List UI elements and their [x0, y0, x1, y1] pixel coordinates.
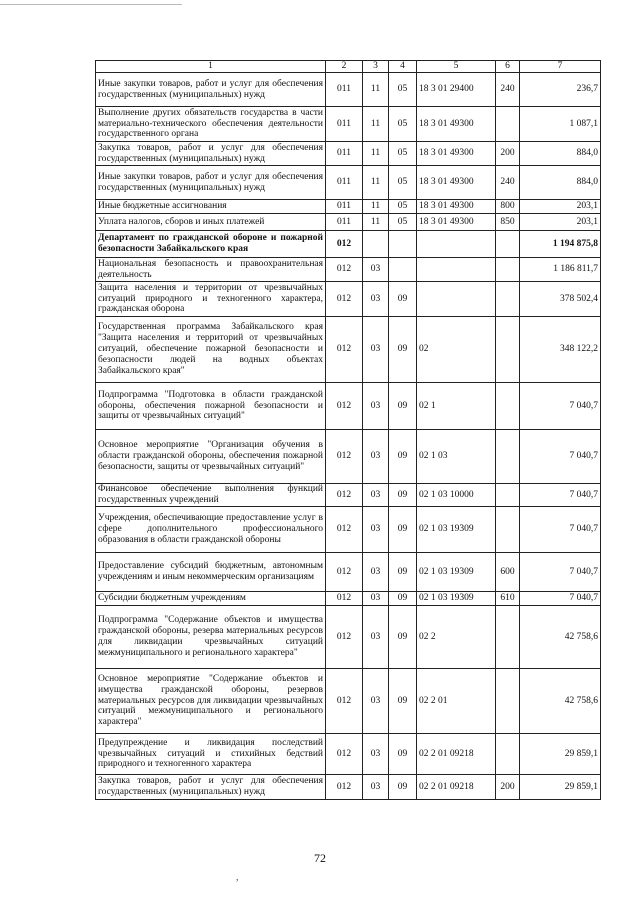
cell-name: Основное мероприятие "Содержание объектов и имущества гражданской обороны, резервов материальных ресурсов для ликвидации чрезвычайных ситуаций межмуниципального и регионального характера" — [96, 669, 326, 734]
table-row — [96, 107, 601, 142]
table-row — [96, 282, 601, 317]
cell-subsection: 09 — [389, 383, 417, 430]
cell-expense-type: 200 — [496, 142, 520, 166]
cell-target-item — [417, 231, 496, 258]
cell-target-item: 02 2 — [417, 606, 496, 669]
cell-amount: 7 040,7 — [520, 553, 601, 592]
cell-subsection: 09 — [389, 317, 417, 383]
cell-target-item: 18 3 01 49300 — [417, 142, 496, 166]
cell-section: 03 — [363, 669, 389, 734]
cell-section: 03 — [363, 383, 389, 430]
cell-name: Учреждения, обеспечивающие предоставление услуг в сфере дополнительного профессионального образования в области гражданской обороны — [96, 507, 326, 553]
cell-section: 11 — [363, 200, 389, 214]
cell-target-item — [417, 258, 496, 282]
cell-name: Государственная программа Забайкальского края "Защита населения и территорий от чрезвычайных ситуаций, обеспечение пожарной безопасности и безопасности людей на водных объектах Забайкальского края" — [96, 317, 326, 383]
cell-section: 03 — [363, 606, 389, 669]
cell-name: Предоставление субсидий бюджетным, автономным учреждениям и иным некоммерческим организациям — [96, 553, 326, 592]
cell-expense-type — [496, 507, 520, 553]
cell-amount: 348 122,2 — [520, 317, 601, 383]
table-row — [96, 231, 601, 258]
cell-subsection: 09 — [389, 775, 417, 800]
table-row — [96, 553, 601, 592]
cell-target-item: 02 1 03 19309 — [417, 592, 496, 606]
cell-gl: 012 — [326, 430, 363, 484]
cell-amount: 7 040,7 — [520, 484, 601, 507]
cell-expense-type — [496, 484, 520, 507]
cell-section: 03 — [363, 592, 389, 606]
cell-expense-type — [496, 734, 520, 775]
cell-name: Иные закупки товаров, работ и услуг для обеспечения государственных (муниципальных) нужд — [96, 73, 326, 107]
cell-section: 11 — [363, 214, 389, 231]
cell-target-item: 18 3 01 49300 — [417, 166, 496, 200]
cell-gl: 012 — [326, 734, 363, 775]
cell-target-item: 02 2 01 09218 — [417, 775, 496, 800]
cell-expense-type — [496, 231, 520, 258]
cell-target-item: 02 1 03 — [417, 430, 496, 484]
header-col-7: 7 — [520, 61, 601, 73]
cell-subsection: 05 — [389, 214, 417, 231]
cell-target-item: 02 2 01 — [417, 669, 496, 734]
cell-subsection: 09 — [389, 484, 417, 507]
table-row — [96, 592, 601, 606]
cell-subsection: 09 — [389, 669, 417, 734]
cell-gl: 012 — [326, 553, 363, 592]
cell-subsection — [389, 231, 417, 258]
header-col-2: 2 — [326, 61, 363, 73]
cell-expense-type — [496, 606, 520, 669]
cell-gl: 012 — [326, 592, 363, 606]
cell-name: Субсидии бюджетным учреждениям — [96, 592, 326, 606]
cell-subsection: 09 — [389, 606, 417, 669]
cell-name: Выполнение других обязательств государства в части материально-технического обеспечения деятельности государственного органа — [96, 107, 326, 142]
cell-name: Иные бюджетные ассигнования — [96, 200, 326, 214]
table-row — [96, 214, 601, 231]
cell-subsection: 09 — [389, 282, 417, 317]
cell-gl: 012 — [326, 317, 363, 383]
cell-name: Основное мероприятие "Организация обучения в области гражданской обороны, обеспечения пожарной безопасности, защиты от чрезвычайных ситуаций" — [96, 430, 326, 484]
cell-subsection: 05 — [389, 166, 417, 200]
cell-expense-type: 240 — [496, 166, 520, 200]
cell-expense-type: 240 — [496, 73, 520, 107]
cell-section: 11 — [363, 107, 389, 142]
cell-target-item: 18 3 01 49300 — [417, 107, 496, 142]
cell-expense-type — [496, 317, 520, 383]
cell-name: Закупка товаров, работ и услуг для обеспечения государственных (муниципальных) нужд — [96, 775, 326, 800]
cell-gl: 011 — [326, 214, 363, 231]
cell-name: Предупреждение и ликвидация последствий чрезвычайных ситуаций и стихийных бедствий природного и техногенного характера — [96, 734, 326, 775]
header-rule — [0, 4, 182, 5]
cell-section: 03 — [363, 484, 389, 507]
cell-subsection: 09 — [389, 592, 417, 606]
cell-section: 03 — [363, 258, 389, 282]
header-col-5: 5 — [417, 61, 496, 73]
cell-subsection: 09 — [389, 734, 417, 775]
cell-target-item: 18 3 01 49300 — [417, 214, 496, 231]
table-row — [96, 606, 601, 669]
table-row — [96, 507, 601, 553]
cell-name: Уплата налогов, сборов и иных платежей — [96, 214, 326, 231]
cell-amount: 7 040,7 — [520, 430, 601, 484]
cell-section: 03 — [363, 282, 389, 317]
cell-name: Закупка товаров, работ и услуг для обеспечения государственных (муниципальных) нужд — [96, 142, 326, 166]
cell-amount: 378 502,4 — [520, 282, 601, 317]
cell-gl: 012 — [326, 775, 363, 800]
header-col-1: 1 — [96, 61, 326, 73]
cell-target-item — [417, 282, 496, 317]
table-row — [96, 383, 601, 430]
cell-expense-type: 800 — [496, 200, 520, 214]
cell-gl: 011 — [326, 200, 363, 214]
cell-amount: 236,7 — [520, 73, 601, 107]
header-col-3: 3 — [363, 61, 389, 73]
cell-expense-type — [496, 430, 520, 484]
cell-name: Подпрограмма "Подготовка в области гражданской обороны, обеспечения пожарной безопасности и защиты от чрезвычайных ситуаций" — [96, 383, 326, 430]
table-row — [96, 258, 601, 282]
cell-target-item: 02 — [417, 317, 496, 383]
cell-gl: 012 — [326, 383, 363, 430]
cell-subsection — [389, 258, 417, 282]
cell-section: 03 — [363, 317, 389, 383]
cell-gl: 011 — [326, 107, 363, 142]
cell-target-item: 02 1 03 10000 — [417, 484, 496, 507]
cell-amount: 203,1 — [520, 214, 601, 231]
cell-section: 03 — [363, 553, 389, 592]
cell-target-item: 18 3 01 49300 — [417, 200, 496, 214]
cell-subsection: 05 — [389, 107, 417, 142]
cell-amount: 1 186 811,7 — [520, 258, 601, 282]
cell-name: Иные закупки товаров, работ и услуг для обеспечения государственных (муниципальных) нужд — [96, 166, 326, 200]
cell-section: 11 — [363, 142, 389, 166]
cell-expense-type — [496, 669, 520, 734]
page-number: 72 — [314, 851, 326, 865]
cell-amount: 7 040,7 — [520, 592, 601, 606]
table-row — [96, 775, 601, 800]
cell-subsection: 09 — [389, 553, 417, 592]
cell-amount: 203,1 — [520, 200, 601, 214]
cell-section: 03 — [363, 430, 389, 484]
cell-amount: 7 040,7 — [520, 507, 601, 553]
header-col-4: 4 — [389, 61, 417, 73]
cell-expense-type — [496, 107, 520, 142]
cell-gl: 012 — [326, 231, 363, 258]
cell-gl: 012 — [326, 669, 363, 734]
cell-amount: 884,0 — [520, 142, 601, 166]
table-row — [96, 430, 601, 484]
cell-expense-type — [496, 258, 520, 282]
cell-gl: 012 — [326, 507, 363, 553]
cell-expense-type: 850 — [496, 214, 520, 231]
table-row — [96, 166, 601, 200]
cell-amount: 42 758,6 — [520, 606, 601, 669]
cell-name: Департамент по гражданской обороне и пожарной безопасности Забайкальского края — [96, 231, 326, 258]
cell-name: Защита населения и территории от чрезвычайных ситуаций природного и техногенного характера, гражданская оборона — [96, 282, 326, 317]
table-row — [96, 200, 601, 214]
cell-section: 11 — [363, 73, 389, 107]
cell-amount: 884,0 — [520, 166, 601, 200]
cell-name: Подпрограмма "Содержание объектов и имущества гражданской обороны, резерва материальных ресурсов для ликвидации чрезвычайных ситуаций межмуниципального и регионального характера" — [96, 606, 326, 669]
cell-gl: 012 — [326, 606, 363, 669]
cell-subsection: 09 — [389, 507, 417, 553]
cell-amount: 29 859,1 — [520, 734, 601, 775]
cell-subsection: 05 — [389, 142, 417, 166]
cell-expense-type: 600 — [496, 553, 520, 592]
cell-section: 03 — [363, 775, 389, 800]
cell-target-item: 02 1 03 19309 — [417, 553, 496, 592]
cell-target-item: 18 3 01 29400 — [417, 73, 496, 107]
cell-gl: 012 — [326, 258, 363, 282]
cell-amount: 7 040,7 — [520, 383, 601, 430]
cell-amount: 42 758,6 — [520, 669, 601, 734]
cell-subsection: 09 — [389, 430, 417, 484]
cell-expense-type: 610 — [496, 592, 520, 606]
cell-expense-type — [496, 383, 520, 430]
table-header-row — [96, 61, 601, 73]
cell-section: 03 — [363, 507, 389, 553]
cell-gl: 011 — [326, 142, 363, 166]
budget-table — [95, 60, 601, 800]
cell-section: 11 — [363, 166, 389, 200]
table-row — [96, 484, 601, 507]
cell-amount: 1 194 875,8 — [520, 231, 601, 258]
cell-section — [363, 231, 389, 258]
cell-name: Национальная безопасность и правоохранительная деятельность — [96, 258, 326, 282]
cell-gl: 011 — [326, 166, 363, 200]
table-row — [96, 317, 601, 383]
cell-gl: 012 — [326, 484, 363, 507]
header-col-6: 6 — [496, 61, 520, 73]
cell-gl: 011 — [326, 73, 363, 107]
cell-expense-type: 200 — [496, 775, 520, 800]
cell-name: Финансовое обеспечение выполнения функций государственных учреждений — [96, 484, 326, 507]
table-row — [96, 142, 601, 166]
table-row — [96, 669, 601, 734]
table-body — [96, 73, 601, 800]
table-row — [96, 734, 601, 775]
table-row — [96, 73, 601, 107]
cell-subsection: 05 — [389, 73, 417, 107]
cell-gl: 012 — [326, 282, 363, 317]
stray-mark: , — [236, 872, 239, 883]
cell-target-item: 02 1 — [417, 383, 496, 430]
cell-section: 03 — [363, 734, 389, 775]
cell-target-item: 02 2 01 09218 — [417, 734, 496, 775]
cell-amount: 1 087,1 — [520, 107, 601, 142]
cell-target-item: 02 1 03 19309 — [417, 507, 496, 553]
cell-amount: 29 859,1 — [520, 775, 601, 800]
cell-subsection: 05 — [389, 200, 417, 214]
cell-expense-type — [496, 282, 520, 317]
